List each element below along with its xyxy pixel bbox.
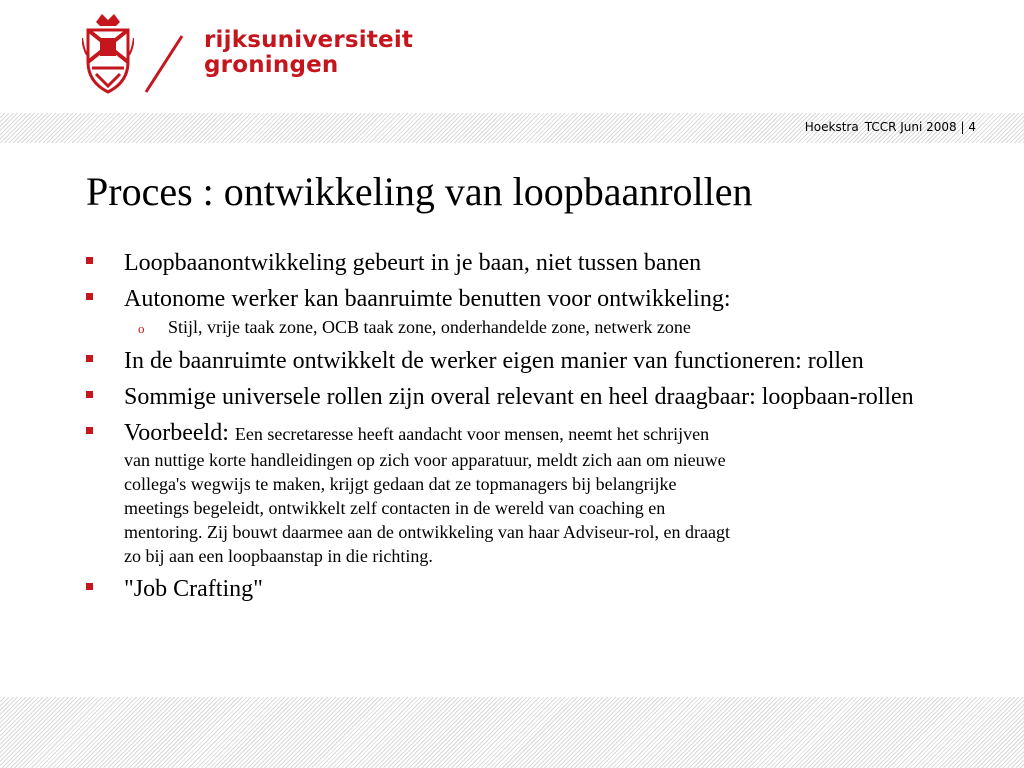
logo-wordmark <box>204 28 413 78</box>
bullet-text: Loopbaanontwikkeling gebeurt in je baan, niet tussen banen <box>124 250 702 276</box>
bullet-text: Sommige universele rollen zijn overal relevant en heel draagbaar: loopbaan-rollen <box>124 384 914 410</box>
sub-bullet-item <box>86 316 986 338</box>
bullet-square-icon <box>86 391 93 398</box>
bullet-square-icon <box>86 355 93 362</box>
sub-bullet-text: Stijl, vrije taak zone, OCB taak zone, onderhandelde zone, netwerk zone <box>168 317 691 337</box>
logo-line-2: groningen <box>204 52 339 78</box>
slide-body <box>86 248 986 610</box>
example-line: mentoring. Zij bouwt daarmee aan de ontwikkeling van haar Adviseur-rol, en draagt <box>124 522 730 542</box>
example-label: Voorbeeld: <box>124 420 229 446</box>
bullet-circle-icon: o <box>138 321 145 336</box>
bullet-text: "Job Crafting" <box>124 576 263 602</box>
bullet-square-icon <box>86 293 93 300</box>
example-line: zo bij aan een loopbaanstap in die richting. <box>124 546 433 566</box>
bullet-item <box>86 574 986 604</box>
bullet-text: In de baanruimte ontwikkelt de werker eigen manier van functioneren: rollen <box>124 348 864 374</box>
crest-icon <box>82 12 134 94</box>
bullet-item-example <box>86 418 986 568</box>
bullet-item <box>86 248 986 278</box>
bullet-square-icon <box>86 583 93 590</box>
example-line: meetings begeleidt, ontwikkelt zelf contacten in de wereld van coaching en <box>124 498 666 518</box>
slide-title: Proces : ontwikkeling van loopbaanrollen <box>86 169 753 214</box>
example-line: van nuttige korte handleidingen op zich voor apparatuur, meldt zich aan om nieuwe <box>124 450 726 470</box>
bullet-item <box>86 382 994 412</box>
footer-stripe <box>0 697 1024 768</box>
bullet-item <box>86 284 986 314</box>
example-line: collega's wegwijs te maken, krijgt gedaan dat ze topmanagers bij belangrijke <box>124 474 677 494</box>
event-label: TCCR Juni 2008 | 4 <box>864 120 976 134</box>
author-label: Hoekstra <box>804 120 859 134</box>
bullet-text: Autonome werker kan baanruimte benutten voor ontwikkeling: <box>124 286 731 312</box>
university-logo <box>82 12 412 94</box>
logo-line-1: rijksuniversiteit <box>204 27 414 53</box>
bullet-square-icon <box>86 427 93 434</box>
slide-meta <box>805 120 976 134</box>
example-line: Een secretaresse heeft aandacht voor mensen, neemt het schrijven <box>234 424 710 444</box>
bullet-square-icon <box>86 257 93 264</box>
bullet-item <box>86 346 864 376</box>
logo-slash-icon <box>142 34 186 94</box>
